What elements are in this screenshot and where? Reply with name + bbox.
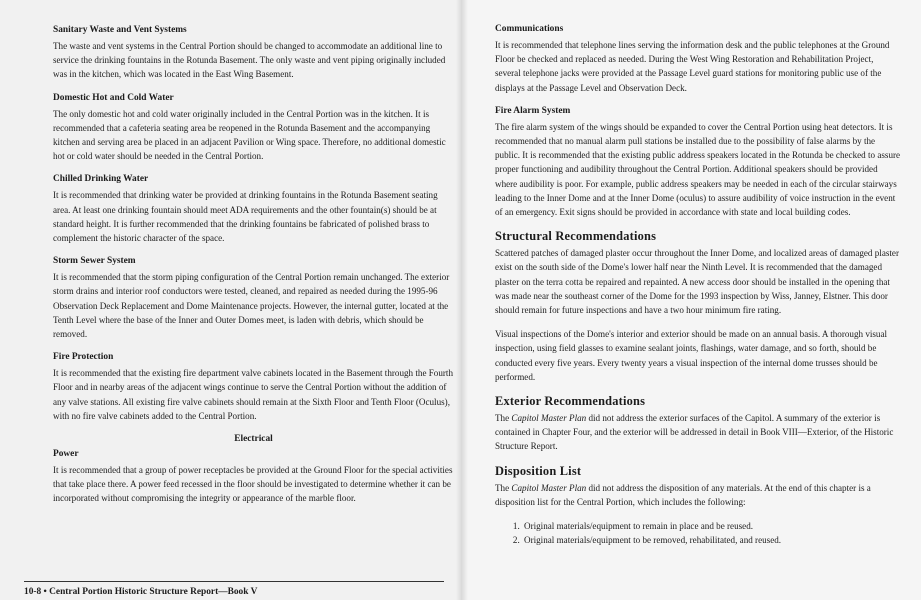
heading-storm-sewer: Storm Sewer System	[53, 256, 136, 267]
heading-exterior: Exterior Recommendations	[495, 394, 646, 409]
section-exterior	[495, 394, 901, 454]
heading-power: Power	[53, 449, 79, 460]
exterior-text-post: did not address the exterior surfaces of the Capitol. A summary of the exterior is contained in Chapter Four, and the exterior will be addressed in detail in Book VIII—Exterior, of the Historic Structure Report.	[495, 413, 894, 452]
section-power	[53, 448, 454, 506]
disposition-list-item: 2. Original materials/equipment to be removed, rehabilitated, and reused.	[522, 533, 901, 547]
page-footer: 10-8 • Central Portion Historic Structure Report—Book V	[24, 581, 444, 598]
heading-disposition: Disposition List	[495, 463, 582, 478]
paragraph-fire-protection: It is recommended that the existing fire department valve cabinets located in the Basement through the Fourth Floor and in nearby areas of the adjacent wings continue to serve the Central Portion without the addition of any valve stations. All existing fire valve cabinets should remain at the Sixth Floor and Tenth Floor (Oculus), with no fire valve cabinets added to the Central Portion.	[53, 368, 454, 421]
paragraph-domestic-water: The only domestic hot and cold water originally included in the Central Portion was in the kitchen. It is recommended that a cafeteria seating area be reopened in the Rotunda Basement and the accompanying kitchen and serving area be placed in an adjacent Pavilion or Wing space. Therefore, no additional domestic hot or cold water should be needed in the Central Portion.	[53, 108, 446, 162]
section-storm-sewer	[53, 255, 454, 341]
disposition-list	[495, 519, 901, 547]
paragraph-exterior	[495, 411, 901, 454]
paragraph-structural-1: Scattered patches of damaged plaster occur throughout the Inner Dome, and localized areas of damaged plaster exist on the south side of the Dome's lower half near the Ninth Level. It is recommended that the damaged plaster on the terra cotta be repaired and repainted. A new access door should be installed in the opening that was made near the southeast corner of the Dome for the 1993 inspection by Wiss, Janney, Elstner. This door should remain for future inspections and have a two hour minimum fire rating.	[495, 248, 899, 316]
section-disposition	[495, 464, 901, 547]
section-domestic-water	[53, 92, 454, 164]
heading-electrical: Electrical	[234, 434, 273, 445]
section-communications	[495, 23, 901, 95]
heading-domestic-water: Domestic Hot and Cold Water	[53, 92, 174, 103]
heading-structural: Structural Recommendations	[495, 229, 657, 244]
section-fire-protection	[53, 351, 454, 423]
paragraph-fire-alarm: The fire alarm system of the wings should be expanded to cover the Central Portion using heat detectors. It is recommended that no manual alarm pull stations be installed due to the possibility of false alarms by the public. It is recommended that the existing public address speakers located in the Rotunda be checked to assure proper functioning and audibility throughout the Central Portion. Additional speakers should be provided where audibility is poor. For example, public address speakers may be needed in each of the circular stairways leading to the Inner Dome and at the Inner Dome (oculus) to assure audibility of voice instruction in the event of an emergency. Exit signs should be provided in accordance with state and local building codes.	[495, 121, 901, 218]
right-page	[462, 0, 921, 600]
exterior-master-plan-title: Capitol Master Plan	[511, 413, 587, 424]
disposition-text-post: did not address the disposition of any materials. At the end of this chapter is a disposition list for the Central Portion, which includes the following:	[495, 482, 871, 507]
paragraph-chilled-water: It is recommended that drinking water be provided at drinking fountains in the Rotunda Basement seating area. At least one drinking fountain should meet ADA requirements and the other fountain(s) should be at standard height. It is further recommended that the drinking fountains be fabricated of polished brass to complement the historic character of the space.	[53, 190, 438, 244]
exterior-text-pre: The	[495, 413, 512, 424]
section-chilled-water	[53, 173, 454, 245]
disposition-master-plan-title: Capitol Master Plan	[511, 482, 587, 493]
section-structural	[495, 229, 901, 384]
paragraph-power: It is recommended that a group of power receptacles be provided at the Ground Floor for the special activities that take place there. A power feed recessed in the floor should be investigated to determine whether it can be incorporated without compromising the integrity or appearance of the marble floor.	[53, 465, 453, 504]
disposition-text-pre: The	[495, 482, 512, 493]
paragraph-sanitary: The waste and vent systems in the Central Portion should be changed to accommodate an additional line to service the drinking fountains in the Rotunda Basement. The only waste and vent piping originally included was in the kitchen, which was located in the East Wing Basement.	[53, 41, 446, 80]
heading-fire-alarm: Fire Alarm System	[495, 105, 571, 116]
heading-fire-protection: Fire Protection	[53, 352, 114, 363]
heading-chilled-water: Chilled Drinking Water	[53, 174, 149, 185]
paragraph-storm-sewer: It is recommended that the storm piping configuration of the Central Portion remain unchanged. The exterior storm drains and interior roof conductors were tested, cleaned, and repaired as needed during the 1995-96 Observation Deck Replacement and Dome Maintenance projects. However, the internal gutter, located at the Tenth Level where the base of the Inner and Outer Domes meet, is laden with debris, which should be removed.	[53, 272, 450, 340]
paragraph-disposition	[495, 481, 901, 509]
paragraph-communications: It is recommended that telephone lines serving the information desk and the public telephones at the Ground Floor be checked and replaced as needed. During the West Wing Restoration and Rehabilitation Project, several telephone jacks were provided at the Passage Level guard stations for monitoring public use of the displays at the Passage Level and Observation Deck.	[495, 40, 890, 93]
page-gutter-shadow	[456, 0, 468, 600]
heading-sanitary: Sanitary Waste and Vent Systems	[53, 25, 187, 35]
section-fire-alarm	[495, 105, 901, 219]
heading-communications: Communications	[495, 24, 564, 34]
disposition-list-item: 1. Original materials/equipment to remain in place and be reused.	[522, 519, 901, 533]
section-sanitary	[53, 24, 454, 82]
paragraph-structural-2: Visual inspections of the Dome's interior and exterior should be made on an annual basis. A thorough visual inspection, using field glasses to examine sealant joints, flashings, water damage, and so forth, should be conducted every five years. Every twenty years a visual inspection of the internal dome trusses should be performed.	[495, 329, 888, 382]
